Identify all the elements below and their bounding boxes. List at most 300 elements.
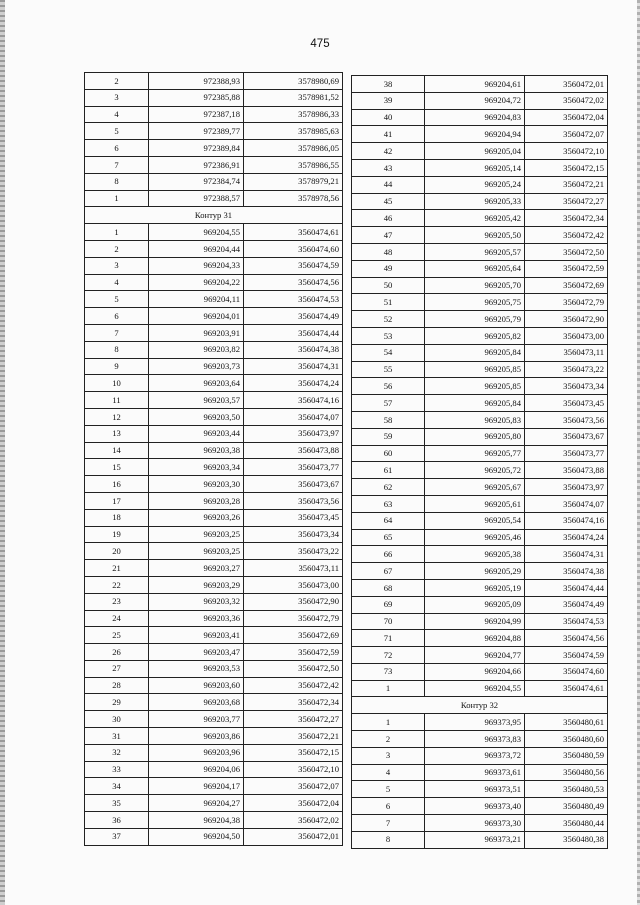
point-number-cell: 65: [352, 529, 425, 546]
point-number-cell: 48: [352, 243, 425, 260]
table-row: [352, 529, 608, 546]
table-row: [352, 630, 608, 647]
x-coordinate-cell: 969203,36: [149, 610, 244, 627]
table-row: [352, 680, 608, 697]
point-number-cell: 13: [85, 425, 149, 442]
y-coordinate-cell: 3560474,49: [525, 596, 608, 613]
y-coordinate-cell: 3560474,38: [244, 341, 343, 358]
point-number-cell: 71: [352, 630, 425, 647]
point-number-cell: 8: [352, 831, 425, 848]
table-row: [352, 546, 608, 563]
x-coordinate-cell: 969203,64: [149, 375, 244, 392]
y-coordinate-cell: 3560472,79: [244, 610, 343, 627]
y-coordinate-cell: 3560473,67: [525, 428, 608, 445]
table-row: [85, 408, 343, 425]
y-coordinate-cell: 3560474,59: [244, 257, 343, 274]
x-coordinate-cell: 969203,47: [149, 644, 244, 661]
table-row: [85, 761, 343, 778]
x-coordinate-cell: 969204,22: [149, 274, 244, 291]
y-coordinate-cell: 3560472,69: [525, 277, 608, 294]
table-row: [85, 140, 343, 157]
point-number-cell: 23: [85, 593, 149, 610]
y-coordinate-cell: 3560472,10: [525, 143, 608, 160]
x-coordinate-cell: 969205,42: [425, 210, 525, 227]
x-coordinate-cell: 969205,70: [425, 277, 525, 294]
x-coordinate-cell: 969205,80: [425, 428, 525, 445]
x-coordinate-cell: 969205,84: [425, 344, 525, 361]
point-number-cell: 9: [85, 358, 149, 375]
y-coordinate-cell: 3560474,59: [525, 647, 608, 664]
x-coordinate-cell: 969373,72: [425, 747, 525, 764]
y-coordinate-cell: 3560474,60: [525, 663, 608, 680]
y-coordinate-cell: 3560480,60: [525, 731, 608, 748]
x-coordinate-cell: 969204,94: [425, 126, 525, 143]
table-row: [85, 173, 343, 190]
x-coordinate-cell: 969205,77: [425, 445, 525, 462]
x-coordinate-cell: 969205,79: [425, 311, 525, 328]
y-coordinate-cell: 3560472,90: [525, 311, 608, 328]
table-row: [85, 711, 343, 728]
point-number-cell: 8: [85, 173, 149, 190]
table-row: [352, 109, 608, 126]
x-coordinate-cell: 969373,95: [425, 714, 525, 731]
table-row: [85, 744, 343, 761]
table-row: [352, 143, 608, 160]
point-number-cell: 20: [85, 543, 149, 560]
y-coordinate-cell: 3560474,49: [244, 308, 343, 325]
table-row: [352, 815, 608, 832]
y-coordinate-cell: 3560480,61: [525, 714, 608, 731]
table-row: [85, 677, 343, 694]
table-row: [352, 714, 608, 731]
point-number-cell: 62: [352, 479, 425, 496]
point-number-cell: 24: [85, 610, 149, 627]
table-row: [352, 243, 608, 260]
point-number-cell: 14: [85, 442, 149, 459]
table-row: [352, 731, 608, 748]
point-number-cell: 17: [85, 492, 149, 509]
x-coordinate-cell: 969203,38: [149, 442, 244, 459]
x-coordinate-cell: 969204,27: [149, 795, 244, 812]
page-number: 475: [310, 38, 330, 50]
table-row: [85, 240, 343, 257]
x-coordinate-cell: 969205,24: [425, 176, 525, 193]
point-number-cell: 25: [85, 627, 149, 644]
table-row: [85, 476, 343, 493]
point-number-cell: 64: [352, 512, 425, 529]
table-row: [352, 378, 608, 395]
contour-label: Контур 31: [85, 207, 343, 224]
x-coordinate-cell: 969205,85: [425, 361, 525, 378]
coordinates-table-left: [84, 72, 343, 846]
x-coordinate-cell: 969204,01: [149, 308, 244, 325]
y-coordinate-cell: 3560473,56: [525, 411, 608, 428]
y-coordinate-cell: 3560472,15: [525, 159, 608, 176]
x-coordinate-cell: 969203,25: [149, 543, 244, 560]
x-coordinate-cell: 972389,84: [149, 140, 244, 157]
y-coordinate-cell: 3560472,34: [244, 694, 343, 711]
table-row: [352, 495, 608, 512]
point-number-cell: 15: [85, 459, 149, 476]
point-number-cell: 7: [85, 156, 149, 173]
x-coordinate-cell: 969205,84: [425, 395, 525, 412]
x-coordinate-cell: 969203,53: [149, 660, 244, 677]
point-number-cell: 6: [352, 798, 425, 815]
x-coordinate-cell: 969205,75: [425, 294, 525, 311]
point-number-cell: 55: [352, 361, 425, 378]
point-number-cell: 52: [352, 311, 425, 328]
x-coordinate-cell: 969203,82: [149, 341, 244, 358]
x-coordinate-cell: 972388,93: [149, 73, 244, 90]
x-coordinate-cell: 969205,09: [425, 596, 525, 613]
y-coordinate-cell: 3560474,56: [525, 630, 608, 647]
x-coordinate-cell: 969204,33: [149, 257, 244, 274]
point-number-cell: 57: [352, 395, 425, 412]
point-number-cell: 47: [352, 227, 425, 244]
point-number-cell: 33: [85, 761, 149, 778]
table-row: [352, 613, 608, 630]
coordinates-table-left-body: [85, 73, 343, 846]
point-number-cell: 51: [352, 294, 425, 311]
x-coordinate-cell: 969204,88: [425, 630, 525, 647]
coordinates-table-right: [351, 75, 608, 849]
x-coordinate-cell: 969204,72: [425, 92, 525, 109]
point-number-cell: 28: [85, 677, 149, 694]
point-number-cell: 32: [85, 744, 149, 761]
point-number-cell: 56: [352, 378, 425, 395]
point-number-cell: 45: [352, 193, 425, 210]
table-row: [352, 512, 608, 529]
point-number-cell: 21: [85, 560, 149, 577]
x-coordinate-cell: 972389,77: [149, 123, 244, 140]
point-number-cell: 59: [352, 428, 425, 445]
point-number-cell: 39: [352, 92, 425, 109]
point-number-cell: 61: [352, 462, 425, 479]
x-coordinate-cell: 969373,40: [425, 798, 525, 815]
table-row: [85, 660, 343, 677]
x-coordinate-cell: 969203,44: [149, 425, 244, 442]
table-row: [85, 812, 343, 829]
table-row: [85, 274, 343, 291]
y-coordinate-cell: 3560472,59: [244, 644, 343, 661]
y-coordinate-cell: 3560472,01: [525, 76, 608, 93]
table-row: [85, 442, 343, 459]
table-row: [352, 579, 608, 596]
table-row: [85, 694, 343, 711]
y-coordinate-cell: 3560472,21: [244, 728, 343, 745]
point-number-cell: 16: [85, 476, 149, 493]
x-coordinate-cell: 969203,27: [149, 560, 244, 577]
table-row: [85, 593, 343, 610]
point-number-cell: 63: [352, 495, 425, 512]
point-number-cell: 10: [85, 375, 149, 392]
y-coordinate-cell: 3560473,11: [244, 560, 343, 577]
table-row: [352, 663, 608, 680]
x-coordinate-cell: 969205,54: [425, 512, 525, 529]
table-row: [352, 747, 608, 764]
table-row: [85, 156, 343, 173]
x-coordinate-cell: 969203,60: [149, 677, 244, 694]
table-row: [352, 596, 608, 613]
table-row: [85, 224, 343, 241]
y-coordinate-cell: 3560474,31: [525, 546, 608, 563]
y-coordinate-cell: 3560472,42: [244, 677, 343, 694]
table-row: [85, 257, 343, 274]
point-number-cell: 5: [352, 781, 425, 798]
coordinates-table-right-body: [352, 76, 608, 849]
table-row: [85, 778, 343, 795]
table-row: [352, 76, 608, 93]
point-number-cell: 40: [352, 109, 425, 126]
y-coordinate-cell: 3560472,01: [244, 828, 343, 845]
x-coordinate-cell: 969205,04: [425, 143, 525, 160]
table-row: [85, 828, 343, 845]
point-number-cell: 5: [85, 291, 149, 308]
point-number-cell: 6: [85, 140, 149, 157]
table-row: [85, 543, 343, 560]
table-row: [352, 361, 608, 378]
x-coordinate-cell: 969204,44: [149, 240, 244, 257]
y-coordinate-cell: 3560480,44: [525, 815, 608, 832]
x-coordinate-cell: 969205,38: [425, 546, 525, 563]
contour-header-row: [352, 697, 608, 714]
y-coordinate-cell: 3560472,90: [244, 593, 343, 610]
table-row: [85, 123, 343, 140]
x-coordinate-cell: 969205,85: [425, 378, 525, 395]
table-row: [85, 291, 343, 308]
table-row: [85, 576, 343, 593]
x-coordinate-cell: 969203,30: [149, 476, 244, 493]
x-coordinate-cell: 969205,83: [425, 411, 525, 428]
point-number-cell: 8: [85, 341, 149, 358]
x-coordinate-cell: 969373,21: [425, 831, 525, 848]
x-coordinate-cell: 969203,73: [149, 358, 244, 375]
y-coordinate-cell: 3560472,10: [244, 761, 343, 778]
table-row: [352, 798, 608, 815]
point-number-cell: 2: [85, 73, 149, 90]
x-coordinate-cell: 969373,30: [425, 815, 525, 832]
y-coordinate-cell: 3560472,02: [525, 92, 608, 109]
point-number-cell: 37: [85, 828, 149, 845]
y-coordinate-cell: 3560472,04: [525, 109, 608, 126]
point-number-cell: 7: [352, 815, 425, 832]
scan-edge-left: [0, 0, 5, 905]
y-coordinate-cell: 3560473,11: [525, 344, 608, 361]
x-coordinate-cell: 969203,32: [149, 593, 244, 610]
y-coordinate-cell: 3560473,34: [525, 378, 608, 395]
table-row: [352, 294, 608, 311]
table-row: [352, 462, 608, 479]
point-number-cell: 1: [85, 224, 149, 241]
x-coordinate-cell: 969373,51: [425, 781, 525, 798]
y-coordinate-cell: 3578986,33: [244, 106, 343, 123]
y-coordinate-cell: 3560474,61: [244, 224, 343, 241]
point-number-cell: 4: [85, 274, 149, 291]
point-number-cell: 22: [85, 576, 149, 593]
x-coordinate-cell: 969204,06: [149, 761, 244, 778]
x-coordinate-cell: 969204,11: [149, 291, 244, 308]
x-coordinate-cell: 969204,17: [149, 778, 244, 795]
point-number-cell: 27: [85, 660, 149, 677]
x-coordinate-cell: 969203,96: [149, 744, 244, 761]
point-number-cell: 2: [352, 731, 425, 748]
table-row: [85, 610, 343, 627]
table-row: [352, 260, 608, 277]
y-coordinate-cell: 3560472,27: [525, 193, 608, 210]
point-number-cell: 35: [85, 795, 149, 812]
y-coordinate-cell: 3560473,45: [244, 509, 343, 526]
point-number-cell: 50: [352, 277, 425, 294]
x-coordinate-cell: 972388,57: [149, 190, 244, 207]
table-row: [352, 411, 608, 428]
table-row: [352, 92, 608, 109]
table-row: [352, 344, 608, 361]
table-row: [352, 563, 608, 580]
x-coordinate-cell: 969203,41: [149, 627, 244, 644]
x-coordinate-cell: 969203,50: [149, 408, 244, 425]
point-number-cell: 5: [85, 123, 149, 140]
y-coordinate-cell: 3560473,97: [525, 479, 608, 496]
x-coordinate-cell: 969203,28: [149, 492, 244, 509]
x-coordinate-cell: 972385,88: [149, 89, 244, 106]
point-number-cell: 68: [352, 579, 425, 596]
table-row: [352, 764, 608, 781]
y-coordinate-cell: 3560473,22: [244, 543, 343, 560]
y-coordinate-cell: 3560472,02: [244, 812, 343, 829]
x-coordinate-cell: 969204,55: [425, 680, 525, 697]
point-number-cell: 26: [85, 644, 149, 661]
point-number-cell: 7: [85, 324, 149, 341]
y-coordinate-cell: 3560480,38: [525, 831, 608, 848]
y-coordinate-cell: 3560473,88: [525, 462, 608, 479]
x-coordinate-cell: 969204,99: [425, 613, 525, 630]
table-row: [85, 308, 343, 325]
y-coordinate-cell: 3560472,15: [244, 744, 343, 761]
x-coordinate-cell: 972387,18: [149, 106, 244, 123]
table-row: [85, 106, 343, 123]
y-coordinate-cell: 3560474,31: [244, 358, 343, 375]
y-coordinate-cell: 3560474,16: [525, 512, 608, 529]
point-number-cell: 6: [85, 308, 149, 325]
y-coordinate-cell: 3560472,79: [525, 294, 608, 311]
y-coordinate-cell: 3560480,59: [525, 747, 608, 764]
point-number-cell: 11: [85, 392, 149, 409]
y-coordinate-cell: 3560474,44: [525, 579, 608, 596]
x-coordinate-cell: 972386,91: [149, 156, 244, 173]
y-coordinate-cell: 3560474,07: [244, 408, 343, 425]
x-coordinate-cell: 969204,66: [425, 663, 525, 680]
y-coordinate-cell: 3578980,69: [244, 73, 343, 90]
x-coordinate-cell: 969203,91: [149, 324, 244, 341]
y-coordinate-cell: 3560474,44: [244, 324, 343, 341]
y-coordinate-cell: 3560473,34: [244, 526, 343, 543]
table-row: [352, 445, 608, 462]
x-coordinate-cell: 969205,14: [425, 159, 525, 176]
point-number-cell: 12: [85, 408, 149, 425]
y-coordinate-cell: 3560480,53: [525, 781, 608, 798]
y-coordinate-cell: 3560474,16: [244, 392, 343, 409]
x-coordinate-cell: 969203,86: [149, 728, 244, 745]
x-coordinate-cell: 969204,55: [149, 224, 244, 241]
y-coordinate-cell: 3578985,63: [244, 123, 343, 140]
point-number-cell: 1: [352, 714, 425, 731]
y-coordinate-cell: 3560472,50: [525, 243, 608, 260]
y-coordinate-cell: 3578981,52: [244, 89, 343, 106]
x-coordinate-cell: 969373,61: [425, 764, 525, 781]
y-coordinate-cell: 3560473,67: [244, 476, 343, 493]
point-number-cell: 1: [85, 190, 149, 207]
table-row: [352, 831, 608, 848]
point-number-cell: 60: [352, 445, 425, 462]
table-row: [85, 560, 343, 577]
y-coordinate-cell: 3560472,04: [244, 795, 343, 812]
x-coordinate-cell: 969203,68: [149, 694, 244, 711]
y-coordinate-cell: 3560472,42: [525, 227, 608, 244]
x-coordinate-cell: 969205,61: [425, 495, 525, 512]
x-coordinate-cell: 969204,50: [149, 828, 244, 845]
point-number-cell: 18: [85, 509, 149, 526]
table-row: [85, 341, 343, 358]
y-coordinate-cell: 3578978,56: [244, 190, 343, 207]
table-row: [352, 781, 608, 798]
point-number-cell: 73: [352, 663, 425, 680]
y-coordinate-cell: 3560472,69: [244, 627, 343, 644]
x-coordinate-cell: 969204,38: [149, 812, 244, 829]
point-number-cell: 53: [352, 327, 425, 344]
y-coordinate-cell: 3560474,38: [525, 563, 608, 580]
x-coordinate-cell: 969205,29: [425, 563, 525, 580]
y-coordinate-cell: 3560472,21: [525, 176, 608, 193]
table-row: [352, 647, 608, 664]
point-number-cell: 58: [352, 411, 425, 428]
y-coordinate-cell: 3560480,56: [525, 764, 608, 781]
y-coordinate-cell: 3560473,88: [244, 442, 343, 459]
table-row: [85, 627, 343, 644]
x-coordinate-cell: 969204,77: [425, 647, 525, 664]
table-row: [352, 479, 608, 496]
point-number-cell: 29: [85, 694, 149, 711]
y-coordinate-cell: 3560472,59: [525, 260, 608, 277]
point-number-cell: 3: [85, 257, 149, 274]
table-row: [85, 728, 343, 745]
point-number-cell: 31: [85, 728, 149, 745]
point-number-cell: 46: [352, 210, 425, 227]
x-coordinate-cell: 969205,82: [425, 327, 525, 344]
y-coordinate-cell: 3560473,45: [525, 395, 608, 412]
y-coordinate-cell: 3560473,77: [244, 459, 343, 476]
table-row: [352, 126, 608, 143]
x-coordinate-cell: 969205,72: [425, 462, 525, 479]
table-row: [85, 492, 343, 509]
point-number-cell: 54: [352, 344, 425, 361]
point-number-cell: 3: [352, 747, 425, 764]
y-coordinate-cell: 3560472,07: [244, 778, 343, 795]
y-coordinate-cell: 3560474,07: [525, 495, 608, 512]
table-row: [85, 89, 343, 106]
table-row: [352, 327, 608, 344]
y-coordinate-cell: 3560473,22: [525, 361, 608, 378]
table-row: [352, 428, 608, 445]
table-row: [85, 795, 343, 812]
x-coordinate-cell: 969205,19: [425, 579, 525, 596]
table-row: [85, 459, 343, 476]
table-row: [85, 509, 343, 526]
x-coordinate-cell: 969205,67: [425, 479, 525, 496]
y-coordinate-cell: 3560474,56: [244, 274, 343, 291]
x-coordinate-cell: 969204,83: [425, 109, 525, 126]
y-coordinate-cell: 3560473,00: [525, 327, 608, 344]
y-coordinate-cell: 3560472,27: [244, 711, 343, 728]
